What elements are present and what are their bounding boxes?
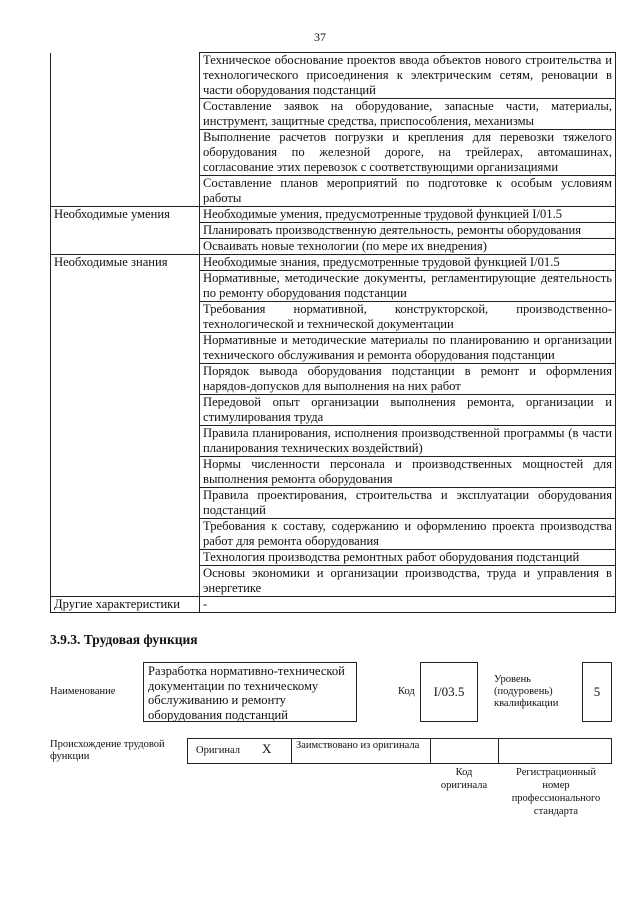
row-label bbox=[51, 364, 200, 395]
table-row bbox=[51, 53, 616, 99]
table-row bbox=[51, 364, 616, 395]
code-original-cell bbox=[431, 739, 499, 763]
table-row bbox=[51, 395, 616, 426]
table-row bbox=[51, 550, 616, 566]
origin-label: Происхождение трудовой функции bbox=[50, 739, 165, 762]
borrowed-cell: Заимствовано из оригинала bbox=[292, 739, 431, 763]
row-text: Составление планов мероприятий по подготовке к особым условиям работы bbox=[200, 176, 616, 207]
table-row bbox=[51, 519, 616, 550]
row-label bbox=[51, 426, 200, 457]
table-row bbox=[51, 302, 616, 333]
original-cell bbox=[188, 739, 292, 763]
row-label bbox=[51, 99, 200, 130]
table-row bbox=[51, 333, 616, 364]
reg-number-caption: Регистрационный номер профессионального стандарта bbox=[511, 767, 601, 817]
row-text: Правила проектирования, строительства и эксплуатации оборудования подстанций bbox=[200, 488, 616, 519]
row-label: Другие характеристики bbox=[51, 597, 200, 613]
row-text: Составление заявок на оборудование, запасные части, материалы, инструмент, защитные средства, приспособления, механизмы bbox=[200, 99, 616, 130]
row-text: Требования нормативной, конструкторской, производственно-технологической и технической документации bbox=[200, 302, 616, 333]
row-text: - bbox=[200, 597, 616, 613]
row-text: Основы экономики и организации производства, труда и управления в энергетике bbox=[200, 566, 616, 597]
table-row bbox=[51, 426, 616, 457]
function-code-box: I/03.5 bbox=[420, 662, 478, 722]
row-label bbox=[51, 176, 200, 207]
origin-row bbox=[187, 738, 612, 764]
row-text: Порядок вывода оборудования подстанции в ремонт и оформления нарядов-допусков для выполнения на них работ bbox=[200, 364, 616, 395]
row-label bbox=[51, 223, 200, 239]
row-text: Осваивать новые технологии (по мере их внедрения) bbox=[200, 239, 616, 255]
row-text: Нормативные и методические материалы по планированию и организации технического обслуживания и ремонта оборудования подстанции bbox=[200, 333, 616, 364]
row-label bbox=[51, 395, 200, 426]
requirements-table bbox=[50, 52, 616, 613]
row-label bbox=[51, 239, 200, 255]
row-text: Необходимые знания, предусмотренные трудовой функцией I/01.5 bbox=[200, 255, 616, 271]
table-row bbox=[51, 176, 616, 207]
code-original-caption: Код оригинала bbox=[440, 767, 488, 791]
row-text: Планировать производственную деятельность, ремонты оборудования bbox=[200, 223, 616, 239]
row-text: Нормы численности персонала и производственных мощностей для выполнения ремонта оборудования bbox=[200, 457, 616, 488]
row-text: Выполнение расчетов погрузки и крепления для перевозки тяжелого оборудования по железной дороге, на трейлерах, автомашинах, согласование этих перевозок с соответствующими организациями bbox=[200, 130, 616, 176]
level-label: Уровень (подуровень) квалификации bbox=[494, 674, 559, 709]
name-label: Наименование bbox=[50, 686, 116, 697]
row-label bbox=[51, 519, 200, 550]
row-label bbox=[51, 53, 200, 99]
table-row bbox=[51, 488, 616, 519]
table-row bbox=[51, 457, 616, 488]
table-row bbox=[51, 130, 616, 176]
row-text: Передовой опыт организации выполнения ремонта, организации и стимулирования труда bbox=[200, 395, 616, 426]
row-label: Необходимые знания bbox=[51, 255, 200, 271]
table-row bbox=[51, 223, 616, 239]
original-mark: X bbox=[262, 741, 272, 756]
qualification-level-box: 5 bbox=[582, 662, 612, 722]
row-label bbox=[51, 550, 200, 566]
section-heading: 3.9.3. Трудовая функция bbox=[50, 632, 198, 647]
row-label bbox=[51, 566, 200, 597]
row-text: Требования к составу, содержанию и оформлению проекта производства работ для ремонта оборудования bbox=[200, 519, 616, 550]
row-label bbox=[51, 488, 200, 519]
original-label: Оригинал bbox=[196, 745, 240, 756]
row-label bbox=[51, 333, 200, 364]
table-row bbox=[51, 566, 616, 597]
row-label bbox=[51, 271, 200, 302]
table-row bbox=[51, 255, 616, 271]
table-row bbox=[51, 239, 616, 255]
table-row bbox=[51, 597, 616, 613]
table-row bbox=[51, 99, 616, 130]
table-row bbox=[51, 271, 616, 302]
row-label bbox=[51, 302, 200, 333]
page-number: 37 bbox=[314, 30, 326, 44]
row-label bbox=[51, 457, 200, 488]
row-label bbox=[51, 130, 200, 176]
row-text: Нормативные, методические документы, регламентирующие деятельность по ремонту оборудования подстанции bbox=[200, 271, 616, 302]
row-text: Техническое обоснование проектов ввода объектов нового строительства и технологического присоединения к электрическим сетям, реновации в части оборудования подстанций bbox=[200, 53, 616, 99]
row-text: Правила планирования, исполнения производственной программы (в части планирования технических воздействий) bbox=[200, 426, 616, 457]
row-text: Технология производства ремонтных работ оборудования подстанций bbox=[200, 550, 616, 566]
table-row bbox=[51, 207, 616, 223]
function-name-box: Разработка нормативно-технической документации по техническому обслуживанию и ремонту оборудования подстанций bbox=[143, 662, 357, 722]
row-text: Необходимые умения, предусмотренные трудовой функцией I/01.5 bbox=[200, 207, 616, 223]
reg-number-cell bbox=[499, 739, 611, 763]
code-label: Код bbox=[398, 686, 415, 697]
row-label: Необходимые умения bbox=[51, 207, 200, 223]
